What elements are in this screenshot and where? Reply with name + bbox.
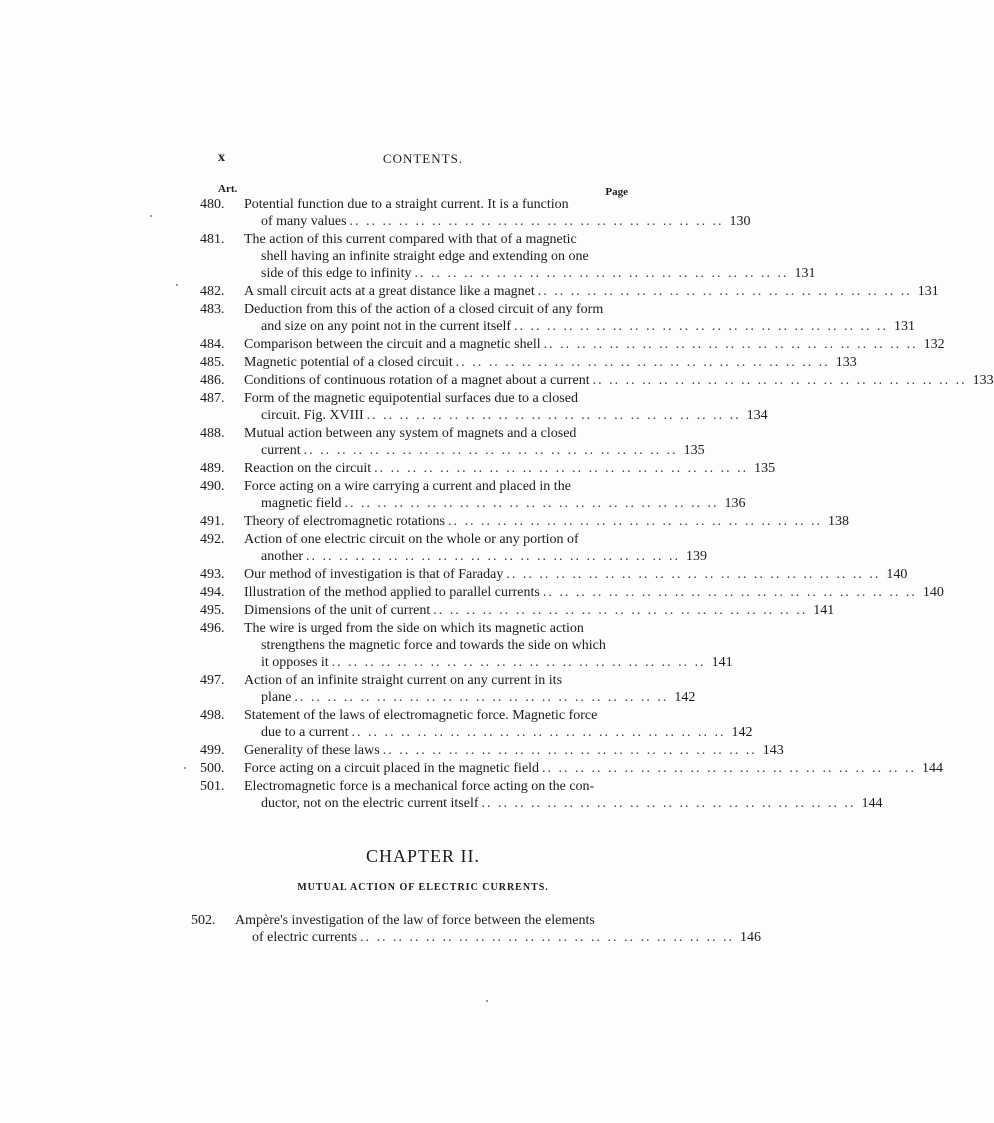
article-number: 486. bbox=[200, 373, 225, 388]
entry-line bbox=[244, 672, 695, 689]
entry-line-text: A small circuit acts at a great distance like a magnet bbox=[244, 284, 535, 299]
entry-text bbox=[244, 390, 768, 424]
contents-entry bbox=[200, 566, 908, 583]
entry-line bbox=[244, 495, 745, 512]
page-reference: 130 bbox=[729, 214, 751, 229]
entry-line bbox=[244, 513, 849, 530]
entry-line bbox=[244, 584, 944, 601]
speck-mark bbox=[150, 215, 152, 217]
entry-text bbox=[244, 584, 944, 601]
entry-line-text: Theory of electromagnetic rotations bbox=[244, 514, 445, 529]
entry-line bbox=[244, 778, 883, 795]
entry-line-text: of electric currents bbox=[252, 930, 357, 945]
entry-line bbox=[244, 602, 834, 619]
entry-line bbox=[244, 213, 751, 230]
contents-entry bbox=[200, 778, 883, 812]
entry-line bbox=[244, 637, 733, 654]
contents-entry bbox=[200, 425, 705, 459]
contents-entry bbox=[200, 354, 857, 371]
page-reference: 143 bbox=[762, 743, 784, 758]
entry-text bbox=[244, 778, 883, 812]
article-number: 495. bbox=[200, 603, 225, 618]
article-number: 498. bbox=[200, 708, 225, 723]
entry-line bbox=[244, 654, 733, 671]
entry-line-text: Form of the magnetic equipotential surfaces due to a closed bbox=[244, 391, 578, 406]
dot-leader: .. .. .. .. .. .. .. .. .. .. .. .. .. .. .. .. .. .. .. .. .. .. .. bbox=[433, 603, 808, 618]
entry-line bbox=[244, 478, 745, 495]
contents-entry bbox=[191, 912, 761, 946]
dot-leader: .. .. .. .. .. .. .. .. .. .. .. .. .. .. .. .. .. .. .. .. .. .. .. bbox=[349, 214, 724, 229]
page-reference: 133 bbox=[835, 355, 857, 370]
page-reference: 140 bbox=[922, 585, 944, 600]
entry-text bbox=[244, 460, 775, 477]
dot-leader: .. .. .. .. .. .. .. .. .. .. .. .. .. .. .. .. .. .. .. .. .. .. .. bbox=[331, 655, 706, 670]
contents-entry bbox=[200, 372, 994, 389]
entry-line-text: and size on any point not in the current itself bbox=[261, 319, 511, 334]
entry-line-text: Action of an infinite straight current on any current in its bbox=[244, 673, 563, 688]
article-number: 494. bbox=[200, 585, 225, 600]
entry-line bbox=[244, 248, 815, 265]
entry-line-text: plane bbox=[261, 690, 292, 705]
page-number: x bbox=[218, 150, 225, 165]
entry-line bbox=[235, 929, 761, 946]
contents-entry bbox=[200, 531, 707, 565]
page-reference: 141 bbox=[813, 603, 835, 618]
page-reference: 136 bbox=[724, 496, 746, 511]
entry-line bbox=[244, 231, 815, 248]
page-reference: 146 bbox=[739, 930, 761, 945]
entry-line-text: magnetic field bbox=[261, 496, 342, 511]
speck-mark bbox=[184, 767, 186, 769]
page-reference: 135 bbox=[683, 443, 705, 458]
dot-leader: .. .. .. .. .. .. .. .. .. .. .. .. .. .. .. .. .. .. .. .. .. .. .. bbox=[537, 284, 912, 299]
entry-text bbox=[244, 231, 815, 282]
entry-line bbox=[244, 425, 705, 442]
entry-line bbox=[244, 548, 707, 565]
contents-entry bbox=[200, 478, 746, 512]
dot-leader: .. .. .. .. .. .. .. .. .. .. .. .. .. .. .. .. .. .. .. .. .. .. .. bbox=[303, 443, 678, 458]
contents-entry bbox=[200, 742, 784, 759]
entry-line-text: Potential function due to a straight current. It is a function bbox=[244, 197, 569, 212]
entry-line bbox=[244, 372, 994, 389]
entry-line bbox=[244, 354, 857, 371]
entry-line-text: Force acting on a wire carrying a current and placed in the bbox=[244, 479, 571, 494]
entry-text bbox=[244, 283, 939, 300]
page-reference: 132 bbox=[923, 337, 945, 352]
page-reference: 144 bbox=[922, 761, 944, 776]
page-reference: 141 bbox=[711, 655, 733, 670]
article-number: 488. bbox=[200, 426, 225, 441]
column-headings bbox=[218, 183, 628, 197]
contents-entry bbox=[200, 390, 768, 424]
dot-leader: .. .. .. .. .. .. .. .. .. .. .. .. .. .. .. .. .. .. .. .. .. .. .. bbox=[592, 373, 967, 388]
entry-line-text: it opposes it bbox=[261, 655, 329, 670]
dot-leader: .. .. .. .. .. .. .. .. .. .. .. .. .. .. .. .. .. .. .. .. .. .. .. bbox=[447, 514, 822, 529]
page-reference: 131 bbox=[894, 319, 915, 334]
article-number: 481. bbox=[200, 232, 225, 247]
contents-entry bbox=[200, 602, 835, 619]
entry-line bbox=[244, 283, 939, 300]
contents-entry bbox=[200, 460, 776, 477]
entry-line-text: Our method of investigation is that of Faraday bbox=[244, 567, 504, 582]
article-number: 483. bbox=[200, 302, 225, 317]
entry-text bbox=[244, 425, 705, 459]
article-number: 492. bbox=[200, 532, 225, 547]
entry-text bbox=[244, 478, 745, 512]
article-number: 485. bbox=[200, 355, 225, 370]
page-reference: 138 bbox=[827, 514, 849, 529]
entry-line bbox=[244, 742, 784, 759]
entry-line-text: Statement of the laws of electromagnetic force. Magnetic force bbox=[244, 708, 598, 723]
entry-text bbox=[244, 513, 849, 530]
contents-entry bbox=[200, 672, 696, 706]
dot-leader: .. .. .. .. .. .. .. .. .. .. .. .. .. .. .. .. .. .. .. .. .. .. .. bbox=[542, 585, 917, 600]
entry-line bbox=[244, 336, 945, 353]
contents-entry bbox=[200, 283, 939, 300]
entry-text bbox=[244, 531, 707, 565]
article-number: 493. bbox=[200, 567, 225, 582]
page-reference: 134 bbox=[746, 408, 768, 423]
entry-line-text: Force acting on a circuit placed in the magnetic field bbox=[244, 761, 540, 776]
article-number: 501. bbox=[200, 779, 225, 794]
dot-leader: .. .. .. .. .. .. .. .. .. .. .. .. .. .. .. .. .. .. .. .. .. .. .. bbox=[542, 761, 917, 776]
contents-entry bbox=[200, 336, 945, 353]
entry-line bbox=[244, 531, 707, 548]
speck-mark bbox=[486, 1000, 488, 1002]
entry-line-text: Reaction on the circuit bbox=[244, 461, 372, 476]
article-number: 497. bbox=[200, 673, 225, 688]
entry-line-text: side of this edge to infinity bbox=[261, 266, 412, 281]
page-reference: 144 bbox=[861, 796, 883, 811]
entry-text bbox=[244, 196, 751, 230]
dot-leader: .. .. .. .. .. .. .. .. .. .. .. .. .. .. .. .. .. .. .. .. .. .. .. bbox=[359, 930, 734, 945]
dot-leader: .. .. .. .. .. .. .. .. .. .. .. .. .. .. .. .. .. .. .. .. .. .. .. bbox=[481, 796, 856, 811]
page-reference: 133 bbox=[972, 373, 994, 388]
entry-line-text: The wire is urged from the side on which its magnetic action bbox=[244, 621, 584, 636]
entry-line bbox=[244, 795, 883, 812]
entry-line-text: ductor, not on the electric current itself bbox=[261, 796, 479, 811]
entry-line bbox=[244, 196, 751, 213]
dot-leader: .. .. .. .. .. .. .. .. .. .. .. .. .. .. .. .. .. .. .. .. .. .. .. bbox=[506, 567, 881, 582]
dot-leader: .. .. .. .. .. .. .. .. .. .. .. .. .. .. .. .. .. .. .. .. .. .. .. bbox=[366, 408, 741, 423]
entry-text bbox=[244, 336, 945, 353]
entry-line bbox=[244, 620, 733, 637]
dot-leader: .. .. .. .. .. .. .. .. .. .. .. .. .. .. .. .. .. .. .. .. .. .. .. bbox=[543, 337, 918, 352]
speck-mark bbox=[176, 284, 178, 286]
entry-line-text: Deduction from this of the action of a closed circuit of any form bbox=[244, 302, 604, 317]
article-number: 500. bbox=[200, 761, 225, 776]
entry-text bbox=[244, 602, 834, 619]
dot-leader: .. .. .. .. .. .. .. .. .. .. .. .. .. .. .. .. .. .. .. .. .. .. .. bbox=[351, 725, 726, 740]
contents-entry bbox=[200, 584, 944, 601]
entry-line-text: shell having an infinite straight edge and extending on one bbox=[261, 249, 589, 264]
entry-line-text: due to a current bbox=[261, 725, 349, 740]
entry-text bbox=[244, 566, 907, 583]
entry-line bbox=[235, 912, 761, 929]
entry-line bbox=[244, 760, 943, 777]
entry-line-text: Dimensions of the unit of current bbox=[244, 603, 431, 618]
page-title: CONTENTS. bbox=[382, 151, 464, 166]
chapter-subtitle: MUTUAL ACTION OF ELECTRIC CURRENTS. bbox=[297, 882, 549, 893]
dot-leader: .. .. .. .. .. .. .. .. .. .. .. .. .. .. .. .. .. .. .. .. .. .. .. bbox=[414, 266, 789, 281]
contents-entry bbox=[200, 231, 816, 282]
entry-text bbox=[235, 912, 761, 946]
article-number: 482. bbox=[200, 284, 225, 299]
page-reference: 135 bbox=[754, 461, 776, 476]
chapter-contents-list bbox=[191, 912, 761, 947]
page-reference: 131 bbox=[794, 266, 816, 281]
entry-line bbox=[244, 265, 815, 282]
contents-entry bbox=[200, 513, 849, 530]
contents-entry bbox=[200, 301, 915, 335]
entry-line-text: Conditions of continuous rotation of a magnet about a current bbox=[244, 373, 590, 388]
dot-leader: .. .. .. .. .. .. .. .. .. .. .. .. .. .. .. .. .. .. .. .. .. .. .. bbox=[455, 355, 830, 370]
article-number: 496. bbox=[200, 621, 225, 636]
entry-line-text: Magnetic potential of a closed circuit bbox=[244, 355, 453, 370]
entry-line bbox=[244, 460, 775, 477]
entry-line bbox=[244, 689, 695, 706]
article-number: 487. bbox=[200, 391, 225, 406]
chapter-heading: CHAPTER II. bbox=[366, 846, 480, 866]
entry-text bbox=[244, 620, 733, 671]
entry-line-text: Mutual action between any system of magnets and a closed bbox=[244, 426, 577, 441]
entry-line-text: Action of one electric circuit on the whole or any portion of bbox=[244, 532, 579, 547]
entry-text bbox=[244, 672, 695, 706]
entry-line-text: of many values bbox=[261, 214, 347, 229]
page-reference: 142 bbox=[731, 725, 753, 740]
entry-line-text: Generality of these laws bbox=[244, 743, 380, 758]
entry-line-text: strengthens the magnetic force and towards the side on which bbox=[261, 638, 606, 653]
entry-line-text: current bbox=[261, 443, 301, 458]
entry-line bbox=[244, 724, 752, 741]
running-head bbox=[218, 150, 628, 172]
page-reference: 131 bbox=[917, 284, 939, 299]
contents-entry bbox=[200, 620, 733, 671]
article-number: 484. bbox=[200, 337, 225, 352]
entry-line bbox=[244, 407, 768, 424]
article-number: 491. bbox=[200, 514, 225, 529]
entry-line-text: circuit. Fig. XVIII bbox=[261, 408, 364, 423]
entry-text bbox=[244, 354, 857, 371]
entry-line-text: Comparison between the circuit and a magnetic shell bbox=[244, 337, 541, 352]
page-column-heading: Page bbox=[605, 186, 628, 198]
entry-text bbox=[244, 760, 943, 777]
contents-entry bbox=[200, 196, 751, 230]
contents-list bbox=[200, 196, 994, 813]
article-number: 489. bbox=[200, 461, 225, 476]
entry-line bbox=[244, 566, 907, 583]
page-reference: 142 bbox=[674, 690, 696, 705]
article-number: 502. bbox=[191, 913, 216, 928]
entry-text bbox=[244, 742, 784, 759]
entry-line bbox=[244, 442, 705, 459]
entry-line-text: The action of this current compared with that of a magnetic bbox=[244, 232, 577, 247]
entry-line-text: Ampère's investigation of the law of force between the elements bbox=[235, 913, 595, 928]
entry-line-text: Electromagnetic force is a mechanical force acting on the con- bbox=[244, 779, 595, 794]
page-reference: 140 bbox=[886, 567, 908, 582]
article-column-heading: Art. bbox=[218, 183, 238, 195]
dot-leader: .. .. .. .. .. .. .. .. .. .. .. .. .. .. .. .. .. .. .. .. .. .. .. bbox=[294, 690, 669, 705]
article-number: 490. bbox=[200, 479, 225, 494]
dot-leader: .. .. .. .. .. .. .. .. .. .. .. .. .. .. .. .. .. .. .. .. .. .. .. bbox=[305, 549, 680, 564]
entry-text bbox=[244, 707, 752, 741]
entry-line bbox=[244, 390, 768, 407]
entry-line bbox=[244, 318, 915, 335]
contents-entry bbox=[200, 760, 944, 777]
dot-leader: .. .. .. .. .. .. .. .. .. .. .. .. .. .. .. .. .. .. .. .. .. .. .. bbox=[382, 743, 757, 758]
dot-leader: .. .. .. .. .. .. .. .. .. .. .. .. .. .. .. .. .. .. .. .. .. .. .. bbox=[374, 461, 749, 476]
dot-leader: .. .. .. .. .. .. .. .. .. .. .. .. .. .. .. .. .. .. .. .. .. .. .. bbox=[514, 319, 888, 334]
entry-line bbox=[244, 707, 752, 724]
contents-entry bbox=[200, 707, 753, 741]
entry-line-text: another bbox=[261, 549, 303, 564]
article-number: 499. bbox=[200, 743, 225, 758]
entry-line-text: Illustration of the method applied to parallel currents bbox=[244, 585, 540, 600]
article-number: 480. bbox=[200, 197, 225, 212]
entry-text bbox=[244, 372, 994, 389]
entry-text bbox=[244, 301, 915, 335]
dot-leader: .. .. .. .. .. .. .. .. .. .. .. .. .. .. .. .. .. .. .. .. .. .. .. bbox=[344, 496, 719, 511]
page-reference: 139 bbox=[685, 549, 707, 564]
entry-line bbox=[244, 301, 915, 318]
